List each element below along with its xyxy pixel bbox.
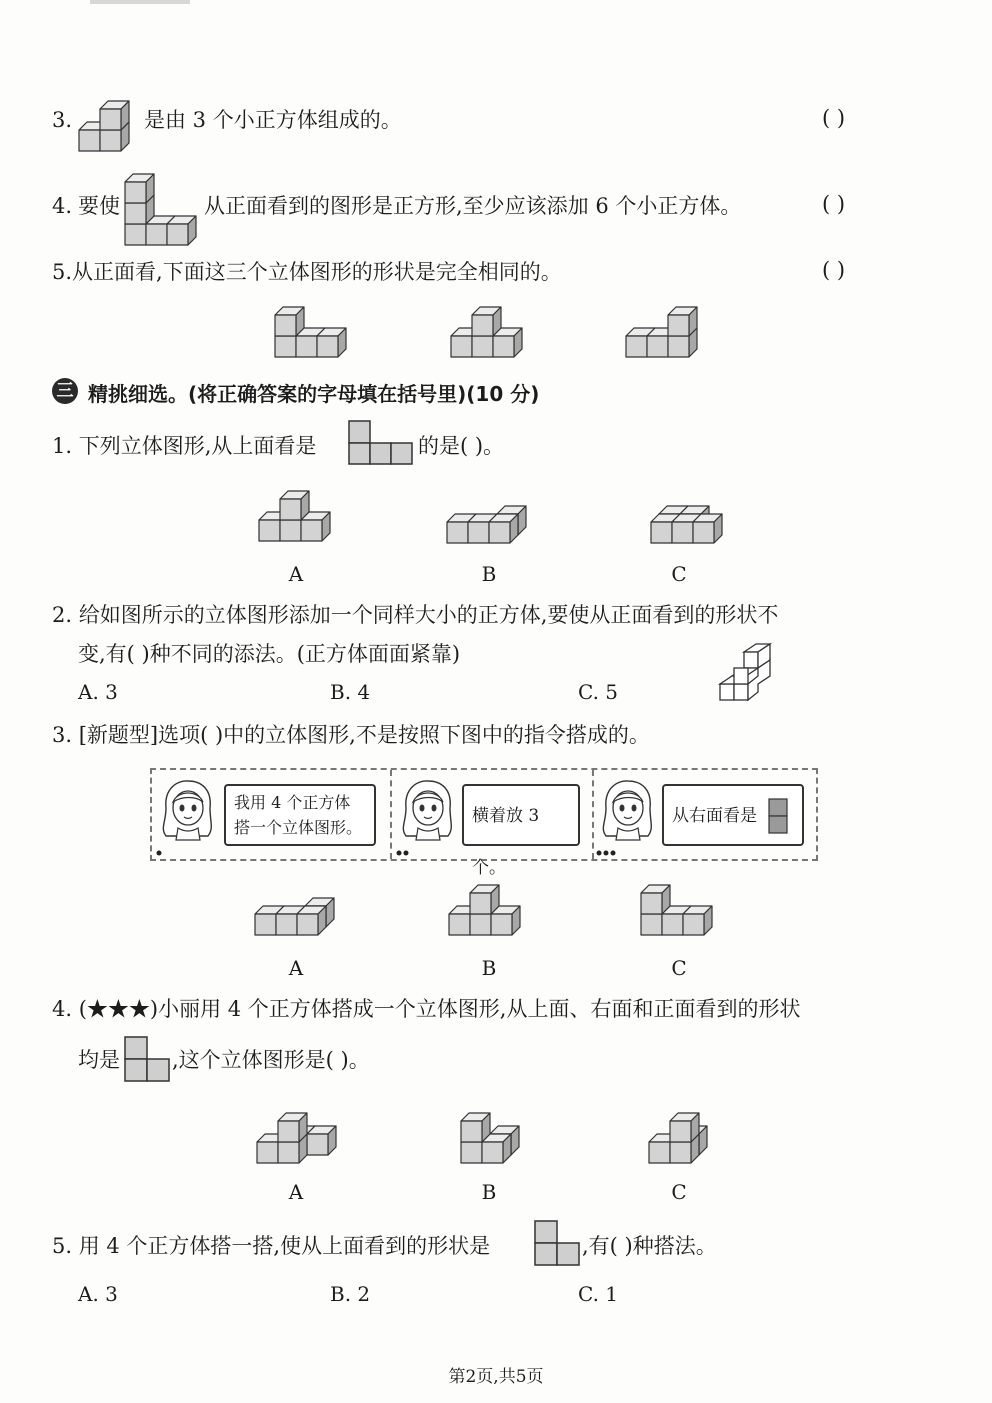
- choice-q2-option-a: A. 3: [78, 680, 118, 704]
- cube-face: [255, 914, 276, 935]
- step-marker-2: [396, 849, 416, 857]
- cube-face: [670, 1142, 691, 1163]
- judge-q3-text: 是由 3 个小正方体组成的。: [144, 108, 402, 132]
- choice-q1-text-pre: 1. 下列立体图形,从上面看是: [52, 434, 317, 458]
- choice-q5-option-c: C. 1: [578, 1282, 619, 1306]
- cube-face: [167, 224, 188, 245]
- cube-face: [297, 914, 318, 935]
- cube-face: [100, 130, 121, 151]
- choice-q2-option-b: B. 4: [330, 680, 371, 704]
- cube-face: [670, 1121, 691, 1142]
- choice-q4-line2-pre: 均是: [78, 1048, 120, 1072]
- choice-q4-option-b-figure: [460, 1108, 520, 1164]
- judge-q4-figure: [124, 166, 204, 246]
- choice-q1-label-a: A: [288, 562, 304, 586]
- choice-q5-text-post: ,有( )种搭法。: [582, 1234, 717, 1258]
- choice-q2-figure: [718, 642, 774, 702]
- cube-face: [489, 522, 510, 543]
- cube-face: [296, 336, 317, 357]
- choice-q4-view-shape: [124, 1036, 170, 1082]
- cube-face: [647, 336, 668, 357]
- judge-q5-body: 从正面看,下面这三个立体图形的形状是完全相同的。: [72, 260, 562, 284]
- cube-face: [278, 1142, 299, 1163]
- cube-face: [641, 914, 662, 935]
- step-marker-3: [596, 849, 620, 857]
- choice-q3-option-a-figure: [254, 896, 334, 936]
- cube-face: [280, 499, 301, 520]
- choice-q3-label-b: B: [481, 956, 497, 980]
- choice-q4-option-a-figure: [256, 1104, 326, 1164]
- step-marker-1: [156, 849, 176, 857]
- judge-q5-figure-3: [625, 302, 705, 358]
- cube-face: [79, 130, 100, 151]
- judge-q4-answer-paren[interactable]: ( ): [822, 192, 846, 216]
- cube-face: [668, 315, 689, 336]
- choice-q1-text-post: 的是( )。: [418, 434, 505, 458]
- choice-q4-label-a: A: [288, 1180, 304, 1204]
- cube-face: [649, 1142, 670, 1163]
- instruction-divider-2: [592, 770, 594, 859]
- section-3-badge: 三: [52, 378, 78, 404]
- choice-q4-option-c-figure: [648, 1108, 712, 1164]
- choice-q4-label-b: B: [481, 1180, 497, 1204]
- choice-q2-option-c: C. 5: [578, 680, 619, 704]
- cube-face: [683, 914, 704, 935]
- cube-face: [100, 109, 121, 130]
- cube-face: [447, 522, 468, 543]
- cube-face: [470, 893, 491, 914]
- girl-avatar-icon: [598, 778, 656, 842]
- choice-q3-text: 3. [新题型]选项( )中的立体图形,不是按照下图中的指令搭成的。: [52, 723, 650, 747]
- cube-face: [449, 914, 470, 935]
- cube-face: [641, 893, 662, 914]
- cube-face: [146, 224, 167, 245]
- cube-face: [651, 522, 672, 543]
- choice-q2-line1: 2. 给如图所示的立体图形添加一个同样大小的正方体,要使从正面看到的形状不: [52, 603, 779, 627]
- choice-q5-option-b: B. 2: [330, 1282, 371, 1306]
- judge-q5-figure-1: [274, 302, 354, 358]
- judge-q3-figure: [78, 88, 148, 152]
- choice-q5-option-a: A. 3: [78, 1282, 118, 1306]
- cube-face: [468, 522, 489, 543]
- choice-q1-option-b-figure: [446, 504, 536, 544]
- cube-face: [461, 1142, 482, 1163]
- cube-face: [451, 336, 472, 357]
- cube-face: [125, 203, 146, 224]
- choice-q1-label-b: B: [481, 562, 497, 586]
- cube-face: [257, 1142, 278, 1163]
- cube-face: [280, 520, 301, 541]
- judge-q3-answer-paren[interactable]: ( ): [822, 106, 846, 130]
- cube-face: [668, 336, 689, 357]
- choice-q1-label-c: C: [671, 562, 687, 586]
- choice-q2-line2: 变,有( )种不同的添法。(正方体面面紧靠): [78, 642, 461, 666]
- choice-q1-top-view-shape: [348, 420, 414, 466]
- cube-face: [470, 914, 491, 935]
- cube-face: [276, 914, 297, 935]
- cube-face: [259, 520, 280, 541]
- girl-avatar-icon: [398, 778, 456, 842]
- top-scan-mark: [90, 0, 190, 4]
- judge-q4-number: 4.: [52, 194, 73, 218]
- cube-face: [461, 1121, 482, 1142]
- cube-face: [672, 522, 693, 543]
- cube-face: [491, 914, 512, 935]
- cube-face: [278, 1121, 299, 1142]
- girl-avatar-icon: [158, 778, 216, 842]
- cube-face: [125, 224, 146, 245]
- choice-q1-option-a-figure: [258, 486, 338, 542]
- cube-face: [317, 336, 338, 357]
- cube-face: [275, 315, 296, 336]
- instruction-bubble-1: 我用 4 个正方体搭一个立体图形。: [224, 784, 376, 846]
- judge-q5-number: 5.: [52, 260, 73, 284]
- cube-face: [307, 1134, 328, 1155]
- cube-face: [275, 336, 296, 357]
- cube-face: [482, 1142, 503, 1163]
- cube-face: [125, 182, 146, 203]
- cube-face: [626, 336, 647, 357]
- cube-face: [662, 914, 683, 935]
- choice-q5-top-view-shape: [534, 1220, 580, 1266]
- cube-face: [472, 336, 493, 357]
- judge-q4-text-pre: 要使: [78, 194, 120, 218]
- judge-q4-text-post: 从正面看到的图形是正方形,至少应该添加 6 个小正方体。: [204, 194, 742, 218]
- judge-q5-text: [52, 258, 562, 286]
- cube-face: [472, 315, 493, 336]
- choice-q3-label-a: A: [288, 956, 304, 980]
- section-3-title: 精挑细选。(将正确答案的字母填在括号里)(10 分): [88, 382, 540, 406]
- instruction-divider-1: [390, 770, 392, 859]
- choice-q1-option-c-figure: [650, 504, 730, 544]
- instruction-bubble-3-text: 从右面看是: [672, 806, 757, 826]
- choice-q4-label-c: C: [671, 1180, 687, 1204]
- judge-q3-number: 3.: [52, 108, 73, 132]
- choice-q4-line2-post: ,这个立体图形是( )。: [172, 1048, 370, 1072]
- choice-q5-text-pre: 5. 用 4 个正方体搭一搭,使从上面看到的形状是: [52, 1234, 491, 1258]
- choice-q3-option-b-figure: [448, 880, 528, 936]
- judge-q5-figure-2: [450, 302, 530, 358]
- instruction-bubble-2: 横着放 3 个。: [462, 784, 580, 846]
- cube-face: [693, 522, 714, 543]
- cube-face: [301, 520, 322, 541]
- choice-q3-label-c: C: [671, 956, 687, 980]
- judge-q5-answer-paren[interactable]: ( ): [822, 258, 846, 282]
- right-view-shape: [768, 798, 788, 834]
- choice-q4-line1: 4. (★★★)小丽用 4 个正方体搭成一个立体图形,从上面、右面和正面看到的形状: [52, 997, 801, 1021]
- choice-q3-option-c-figure: [640, 880, 720, 936]
- page-footer: 第2页,共5页: [448, 1367, 544, 1387]
- cube-face: [493, 336, 514, 357]
